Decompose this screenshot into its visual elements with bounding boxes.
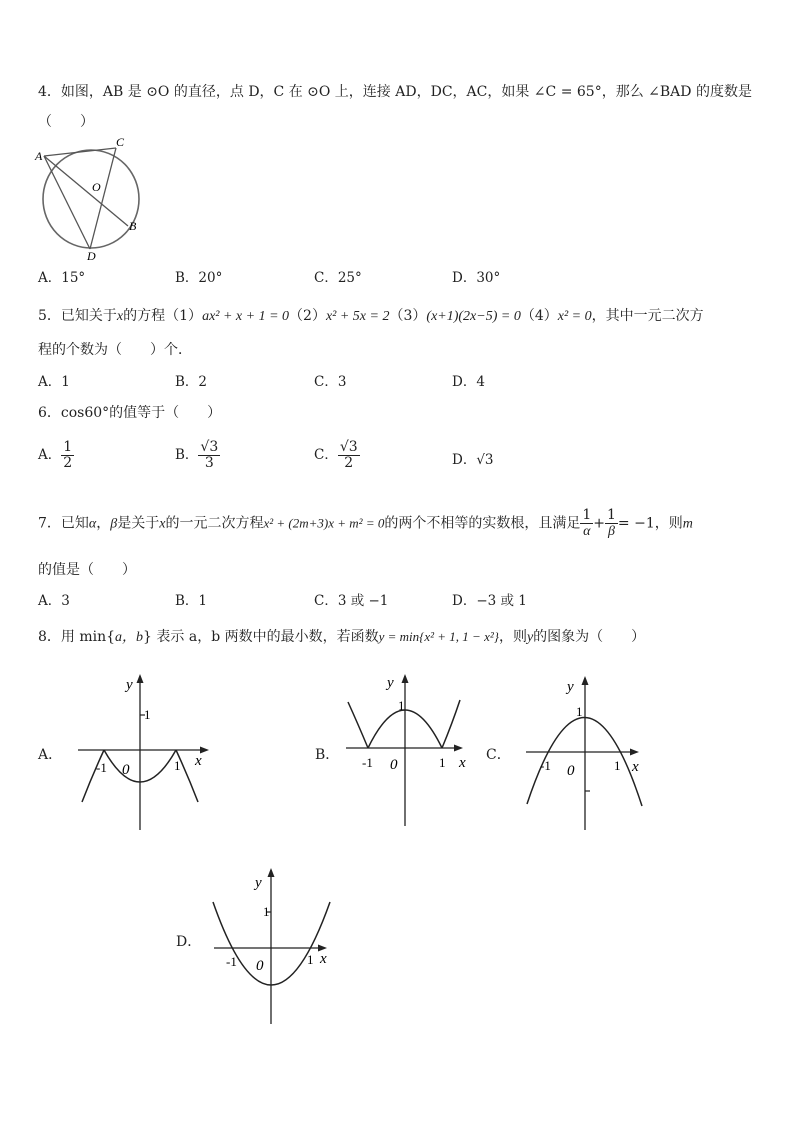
q7-option-a: A．3 <box>38 593 70 609</box>
graph-a-neg-one: -1 <box>96 760 107 775</box>
q6-b-den: 3 <box>204 455 214 471</box>
q7-prefix: 7．已知 <box>38 515 89 532</box>
q4-option-d: D．30° <box>452 270 501 286</box>
q6-option-b <box>175 440 220 471</box>
q8-graph-c <box>522 674 647 834</box>
q5-p2: （2） <box>289 308 326 324</box>
graph-c-neg-one: -1 <box>540 758 551 773</box>
graph-b-neg-one: -1 <box>362 755 373 770</box>
graph-d-one-x: 1 <box>307 952 314 967</box>
q6-a-num: 1 <box>63 439 73 455</box>
q8-graph-letter-c: C． <box>486 747 511 763</box>
graph-b-one: 1 <box>398 698 405 713</box>
q8-graph-letter-d: D． <box>176 934 202 950</box>
q6-c-den: 2 <box>344 455 354 471</box>
q4-option-b: B．20° <box>175 270 223 286</box>
q6-option-a <box>38 440 74 471</box>
graph-c-x-label: x <box>632 759 639 775</box>
graph-c-origin: 0 <box>567 763 575 779</box>
label-c: C <box>116 135 125 149</box>
q7-plus: + <box>593 515 605 532</box>
q5-prefix: 5．已知关于 <box>38 308 117 324</box>
label-o: O <box>92 180 101 194</box>
graph-d-neg-one: -1 <box>226 954 237 969</box>
label-b: B <box>129 219 137 233</box>
q6-stem: 6．cos60°的值等于（ ） <box>38 405 222 421</box>
graph-d-x-label: x <box>320 951 327 967</box>
graph-d-one: 1 <box>263 904 270 919</box>
q8-graph-a <box>70 672 215 834</box>
q7-mid: 是关于 <box>117 515 160 532</box>
q5-eq1: ax² + x + 1 = 0 <box>202 309 290 324</box>
q5-eq3: (x+1)(2x−5) = 0 <box>426 309 521 324</box>
q7-stem-line1 <box>38 508 693 539</box>
graph-a-one-x: 1 <box>174 758 181 773</box>
q8-stem-ab: a，b <box>115 630 144 645</box>
q7-stem-line2: 的值是（ ） <box>38 562 136 578</box>
q4-circle-figure <box>32 134 152 264</box>
q7-frac-alpha <box>580 508 593 539</box>
q8-stem-a: 8．用 min{ <box>38 629 116 645</box>
q7-option-c: C．3 或 −1 <box>314 593 389 609</box>
q8-stem-d: 的图象为（ ） <box>533 629 646 645</box>
q8-stem <box>38 627 645 648</box>
q6-option-b-fraction <box>198 440 220 471</box>
q4-option-c: C．25° <box>314 270 362 286</box>
q7-f2-num: 1 <box>607 507 616 523</box>
q6-option-a-fraction <box>61 440 74 471</box>
q7-mid2: 的一元二次方程 <box>165 515 264 532</box>
graph-b-one-x: 1 <box>439 755 446 770</box>
q4-stem-line2: （ ） <box>38 114 94 130</box>
q7-comma: ， <box>96 515 111 532</box>
graph-d-origin: 0 <box>256 958 264 974</box>
q6-b-num: √3 <box>200 439 219 455</box>
q5-suffix: ，其中一元二次方 <box>591 308 704 324</box>
graph-a-y-label: y <box>126 677 133 693</box>
q7-f1-num: 1 <box>582 507 592 523</box>
q7-equation: x² + (2m+3)x + m² = 0 <box>263 515 385 531</box>
q4-option-a: A．15° <box>38 270 86 286</box>
q5-stem-line2: 程的个数为（ ）个． <box>38 342 192 358</box>
label-d: D <box>87 249 96 263</box>
q5-eq4: x² = 0 <box>557 309 592 324</box>
q6-option-d-value: √3 <box>476 452 494 468</box>
q6-option-b-letter: B． <box>175 447 199 463</box>
q7-var: x <box>159 516 166 532</box>
q5-p4: （4） <box>520 308 558 324</box>
q5-var: x <box>116 309 124 324</box>
graph-c-one-x: 1 <box>614 758 621 773</box>
q7-mid3: 的两个不相等的实数根，且满足 <box>384 515 581 532</box>
q6-option-d <box>452 450 494 470</box>
q5-option-a: A．1 <box>38 374 70 390</box>
q8-stem-b: } 表示 a，b 两数中的最小数，若函数 <box>143 629 379 645</box>
q5-eq2: x² + 5x = 2 <box>325 309 390 324</box>
q7-alpha: α <box>88 516 97 532</box>
q8-function: y = min{x² + 1, 1 − x²} <box>378 629 499 644</box>
q7-m: m <box>682 516 693 532</box>
graph-a-origin: 0 <box>122 762 130 778</box>
graph-b-x-label: x <box>459 755 466 771</box>
label-a: A <box>35 149 43 163</box>
graph-b-origin: 0 <box>390 757 398 773</box>
q8-graph-letter-a: A． <box>38 747 63 763</box>
q6-option-a-letter: A． <box>38 447 62 463</box>
q8-graph-d <box>208 866 338 1028</box>
q7-f2-den: β <box>607 524 615 539</box>
q8-stem-y: y <box>526 630 534 645</box>
graph-a-one: 1 <box>144 707 151 722</box>
q7-option-d: D．−3 或 1 <box>452 593 527 609</box>
q6-a-den: 2 <box>63 455 73 471</box>
q7-beta: β <box>110 516 118 532</box>
q5-option-d: D．4 <box>452 374 485 390</box>
q7-frac-beta <box>605 508 618 539</box>
graph-a-x-label: x <box>195 753 202 769</box>
q7-option-b: B．1 <box>175 593 208 609</box>
q4-stem-line1: 4．如图，AB 是 ⊙O 的直径，点 D，C 在 ⊙O 上，连接 AD，DC，AC，如果 ∠C = 65°，那么 ∠BAD 的度数是 <box>38 84 752 100</box>
q7-eq-right: = −1，则 <box>617 515 683 532</box>
graph-c-one: 1 <box>576 704 583 719</box>
q5-option-c: C．3 <box>314 374 347 390</box>
q5-p3: （3） <box>389 308 427 324</box>
q8-graph-b <box>342 672 472 830</box>
q5-mid: 的方程（1） <box>123 308 203 324</box>
graph-c-y-label: y <box>567 679 574 695</box>
q6-c-num: √3 <box>339 439 358 455</box>
q5-stem-line1 <box>38 306 704 327</box>
q8-graph-letter-b: B． <box>315 747 340 763</box>
q6-option-c <box>314 440 360 471</box>
q5-option-b: B．2 <box>175 374 208 390</box>
graph-b-y-label: y <box>387 675 394 691</box>
q6-option-c-fraction <box>338 440 360 471</box>
q7-f1-den: α <box>583 524 591 539</box>
q6-option-c-letter: C． <box>314 447 338 463</box>
q8-stem-c: ，则 <box>498 629 527 645</box>
graph-d-y-label: y <box>255 875 262 891</box>
q6-option-d-letter: D． <box>452 452 477 468</box>
